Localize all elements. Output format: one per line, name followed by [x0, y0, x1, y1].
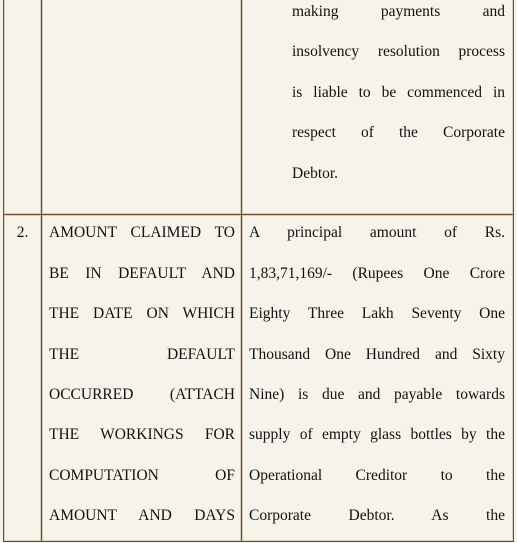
table-row [4, 215, 514, 542]
text-line: AMOUNT AND DAYS [49, 507, 235, 525]
text-line: Operational Creditor to the [249, 466, 505, 484]
text-line: making payments and [292, 3, 505, 20]
text-line: is liable to be commenced in [292, 83, 505, 101]
text-line: THE WORKINGS FOR [49, 426, 235, 444]
text-line: OCCURRED (ATTACH [49, 385, 235, 403]
text-line: THE DEFAULT [49, 345, 235, 363]
text-line: 1,83,71,169/- (Rupees One Crore [249, 264, 505, 282]
text-line: AMOUNT CLAIMED TO [49, 224, 235, 242]
text-line: Corporate Debtor. As the [249, 507, 505, 525]
text-line: A principal amount of Rs. [249, 224, 505, 242]
text-line: BE IN DEFAULT AND [49, 264, 235, 282]
text-line: Thousand One Hundred and Sixty [249, 345, 505, 363]
serial-cell [4, 0, 42, 215]
details-text [242, 0, 513, 194]
details-cell [242, 0, 514, 215]
text-line: Debtor. [292, 164, 339, 182]
text-line: insolvency resolution process [292, 43, 505, 61]
serial-number: 2. [16, 224, 29, 242]
text-line: Eighty Three Lakh Seventy One [249, 305, 505, 323]
text-line: Nine) is due and payable towards [249, 385, 505, 403]
table-row [4, 0, 514, 215]
text-line: COMPUTATION OF [49, 466, 235, 484]
text-line: respect of the Corporate [292, 124, 505, 142]
serial-cell [4, 215, 42, 542]
particulars-cell [42, 215, 242, 542]
text-line: THE DATE ON WHICH [49, 305, 235, 323]
text-line: supply of empty glass bottles by the [249, 426, 505, 444]
details-cell [242, 215, 514, 542]
details-text [242, 213, 513, 536]
claim-table [3, 0, 514, 542]
particulars-heading [42, 213, 241, 536]
particulars-cell [42, 0, 242, 215]
